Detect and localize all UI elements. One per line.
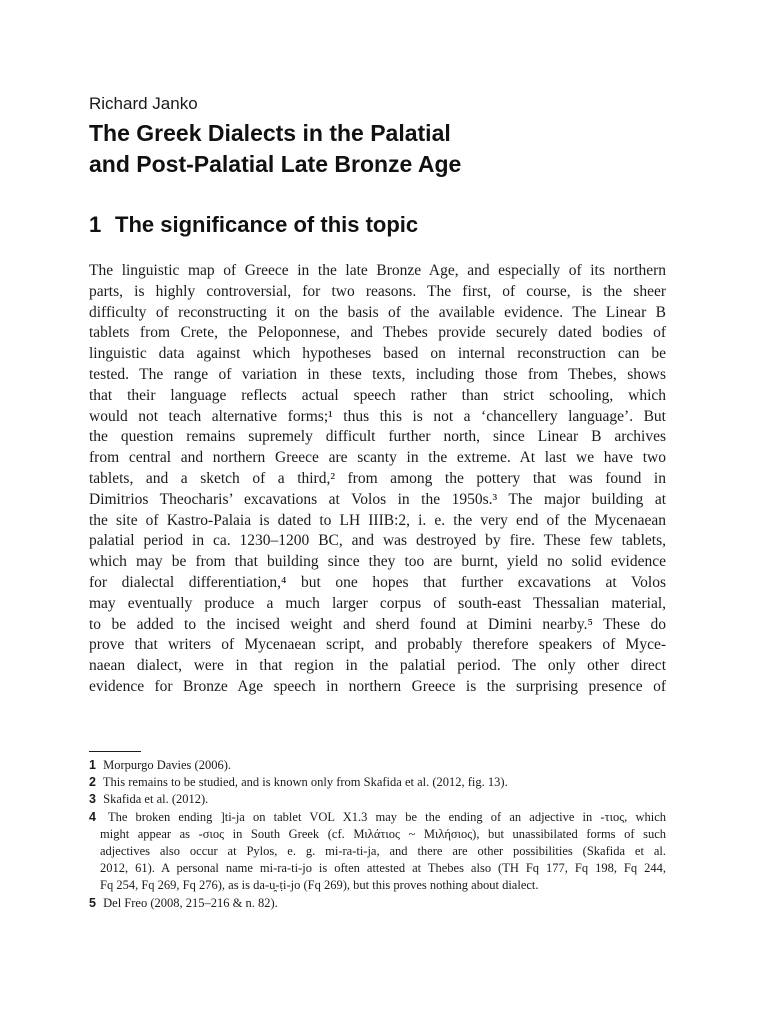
- body-line: would not teach alternative forms;¹ thus this is not a ‘chancellery language’. But: [89, 407, 666, 425]
- footnote-line: [89, 860, 666, 877]
- footnote-line: [89, 774, 666, 791]
- body-line: naean dialect, were in that region in the palatial period. The only other direct: [89, 657, 666, 675]
- body-line: that their language reflects actual speech rather than strict schooling, which: [89, 386, 666, 404]
- body-line: prove that writers of Mycenaean script, and probably therefore speakers of Myce-: [89, 636, 666, 654]
- footnote-text: This remains to be studied, and is known only from Skafida et al. (2012, fig. 13).: [102, 775, 508, 790]
- footnote-text: Morpurgo Davies (2006).: [103, 758, 231, 772]
- footnote-line: [89, 843, 666, 860]
- footnote-number: 1: [89, 758, 96, 772]
- footnote-line: [89, 757, 666, 774]
- body-line: evidence for Bronze Age speech in northern Greece is the surprising presence of: [89, 677, 666, 695]
- title-line: and Post-Palatial Late Bronze Age: [89, 151, 462, 177]
- footnote-line: [89, 877, 666, 894]
- chapter-title: [89, 118, 666, 180]
- body-line: to be added to the incised weight and sherd found at Dimini nearby.⁵ These do: [89, 615, 666, 633]
- body-line: tablets from Crete, the Peloponnese, and Thebes provide securely dated bodies of: [89, 324, 666, 342]
- section-number: 1: [89, 212, 102, 237]
- body-line: linguistic data against which hypotheses based on internal reconstruction can be: [89, 345, 666, 363]
- footnote-text: adjectives also occur at Pylos, e. g. mi-ra-ti-ja, and there are other possibilities (Skafida et al.: [100, 843, 666, 858]
- footnote-text: Del Freo (2008, 215–216 & n. 82).: [103, 895, 278, 910]
- section-heading: [89, 212, 418, 238]
- author-name: Richard Janko: [89, 94, 198, 113]
- section-title: The significance of this topic: [115, 212, 419, 237]
- footnotes: [89, 757, 666, 912]
- body-line: The linguistic map of Greece in the late Bronze Age, and especially of its northern: [89, 262, 666, 279]
- title-line: The Greek Dialects in the Palatial: [89, 120, 451, 146]
- body-line: tablets, and a sketch of a third,² from among the pottery that was found in: [89, 469, 666, 487]
- footnote-text: The broken ending ]ti-ja on tablet VOL X1.3 may be the ending of an adjective in -τιος, which: [107, 809, 667, 824]
- footnote-line: [89, 791, 666, 808]
- footnote-text: Skafida et al. (2012).: [103, 792, 209, 807]
- body-text: [89, 261, 666, 698]
- footnote-line: [89, 826, 666, 843]
- body-line: palatial period in ca. 1230–1200 BC, and was destroyed by fire. These few tablets,: [89, 532, 666, 550]
- footnote-line: [89, 895, 666, 912]
- footnote-number: 4: [89, 809, 96, 824]
- footnote-number: 2: [89, 775, 96, 790]
- footnote-text: 2012, 61). A personal name mi-ra-ti-jo is often attested at Thebes also (TH Fq 177, Fq 198, Fq 244,: [100, 861, 666, 876]
- footnote-line: [89, 809, 666, 826]
- body-line: difficulty of reconstructing it on the basis of the available evidence. The Linear B: [89, 303, 666, 321]
- body-line: the site of Kastro-Palaia is dated to LH IIIB:2, i. e. the very end of the Mycenaean: [89, 511, 666, 529]
- body-line: tested. The range of variation in these texts, including those from Thebes, shows: [89, 365, 666, 383]
- body-line: from central and northern Greece are scanty in the extreme. At last we have two: [89, 449, 666, 467]
- body-line: parts, is highly controversial, for two reasons. The first, of course, is the sheer: [89, 282, 666, 300]
- body-line: for dialectal differentiation,⁴ but one hopes that further excavations at Volos: [89, 573, 666, 591]
- body-line: Dimitrios Theocharis’ excavations at Volos in the 1950s.³ The major building at: [89, 490, 666, 508]
- body-line: the question remains supremely difficult further north, since Linear B archives: [89, 428, 666, 446]
- footnote-text: might appear as -σιος in South Greek (cf. Μιλάτιος ~ Μιλήσιος), but unassibilated forms of such: [100, 826, 666, 841]
- footnote-number: 5: [89, 895, 96, 910]
- footnote-text: Fq 254, Fq 269, Fq 276), as is da-u̯-ṭi-jo (Fq 269), but this proves nothing about dialect.: [100, 878, 539, 893]
- footnote-number: 3: [89, 792, 96, 807]
- footnote-rule: [89, 751, 141, 752]
- body-line: may eventually produce a much larger corpus of south-east Thessalian material,: [89, 594, 666, 612]
- body-line: which may be from that building since they too are burnt, yield no solid evidence: [89, 553, 666, 571]
